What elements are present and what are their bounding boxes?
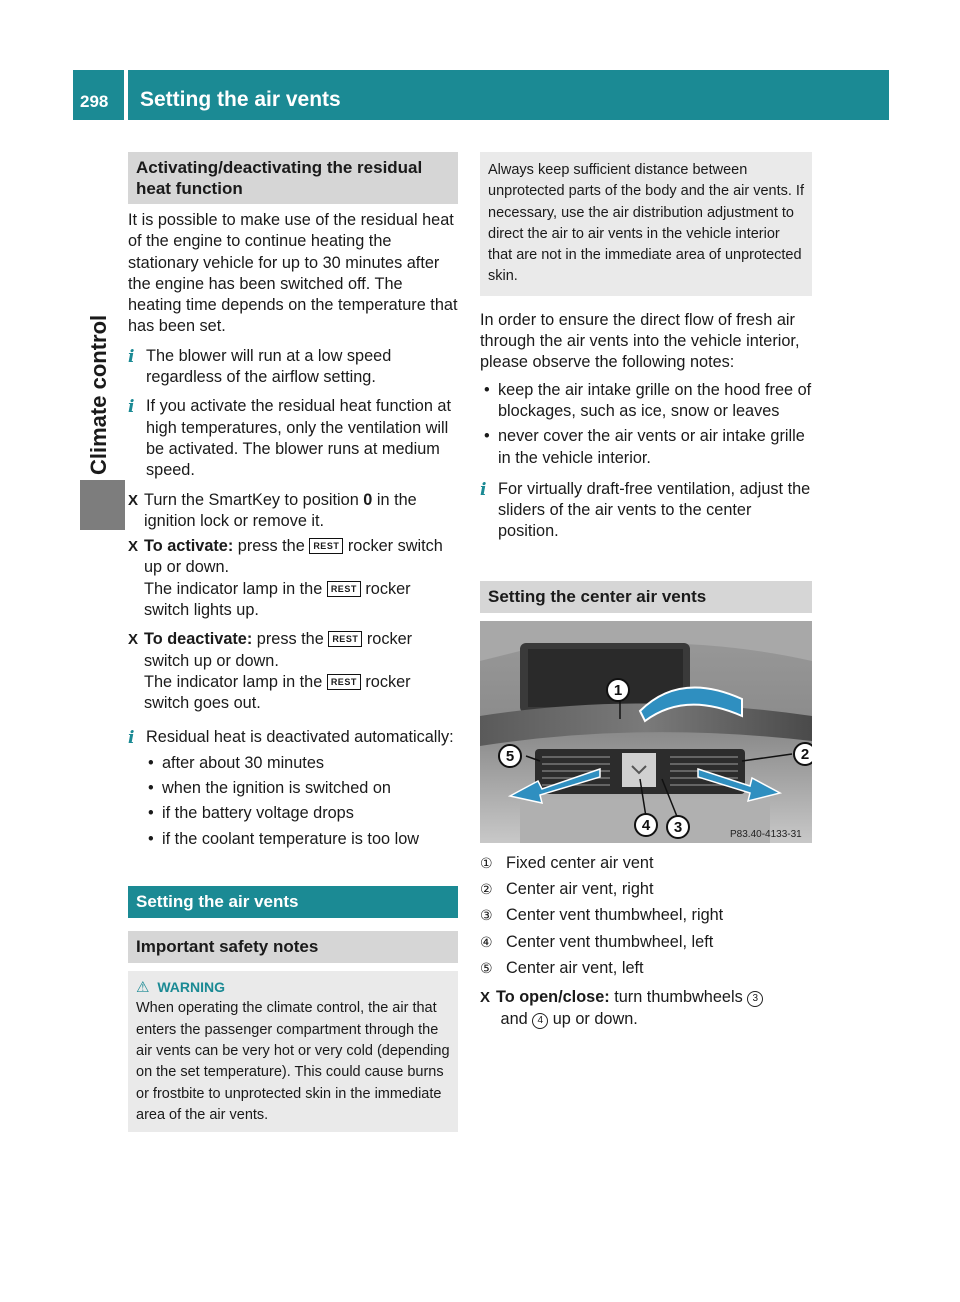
step-text: rocker switch up or down. xyxy=(144,537,443,577)
page-number: 298 xyxy=(80,92,109,111)
step-label: To activate: xyxy=(144,537,234,556)
legend-text: Center vent thumbwheel, left xyxy=(506,932,714,951)
step-text: up or down. xyxy=(548,1009,638,1028)
legend-number: ④ xyxy=(480,933,493,950)
right-column xyxy=(480,152,812,1030)
info-note xyxy=(128,727,458,748)
info-text: Residual heat is deactivated automatically: xyxy=(146,727,454,746)
step-item xyxy=(480,987,812,1030)
warning-header xyxy=(136,977,450,998)
warning-box xyxy=(128,971,458,1132)
callout-1: 1 xyxy=(613,681,623,699)
list-item-text: when the ignition is switched on xyxy=(162,779,391,798)
safety-note-box xyxy=(480,152,812,296)
info-note xyxy=(128,396,458,481)
step-text: in the ignition lock or remove it. xyxy=(144,490,417,530)
legend-item xyxy=(480,879,812,900)
list-item-text: after about 30 minutes xyxy=(162,753,325,772)
list-item: • never cover the air vents or air intake grille in the vehicle interior. xyxy=(484,427,805,467)
list-item: • if the coolant temperature is too low xyxy=(148,829,420,848)
list-item-text: if the coolant temperature is too low xyxy=(162,829,420,848)
side-label-text: Climate control xyxy=(86,314,111,475)
rest-button-icon: REST xyxy=(328,631,362,647)
info-text: The blower will run at a low speed regardless of the airflow setting. xyxy=(146,346,392,387)
list-item-text: never cover the air vents or air intake grille in the vehicle interior. xyxy=(498,427,805,467)
list-item: • if the battery voltage drops xyxy=(148,804,354,823)
legend-item xyxy=(480,958,812,979)
legend-item xyxy=(480,853,812,874)
step-text: rocker switch goes out. xyxy=(144,672,411,713)
callout-4: 4 xyxy=(641,816,651,834)
step-item xyxy=(128,629,458,714)
left-column xyxy=(128,152,458,1132)
legend-text: Center vent thumbwheel, right xyxy=(506,906,724,925)
step-text: rocker switch lights up. xyxy=(144,579,411,620)
step-text: The indicator lamp in the xyxy=(144,579,327,598)
ref-number-4: 4 xyxy=(532,1013,548,1029)
callout-3: 3 xyxy=(673,818,683,836)
intro-paragraph: It is possible to make use of the residual heat of the engine to continue heating the stationary vehicle for up to 30 minutes after the engine has been switched off. The heating time depends on the temperature that has been set. xyxy=(128,211,458,336)
info-icon: i xyxy=(128,727,135,748)
legend-text: Center air vent, right xyxy=(506,880,654,899)
warning-text: When operating the climate control, the air that enters the passenger compartment through the air vents can be very hot or very cold (depending on the set temperature). This could cause burns or frostbite to unprotected skin in the immediate area of the air vents. xyxy=(136,1000,450,1123)
legend-item xyxy=(480,905,812,926)
step-label: To deactivate: xyxy=(144,630,253,649)
info-icon: i xyxy=(128,397,135,418)
step-text: rocker switch up or down. xyxy=(144,630,413,670)
step-text: Turn the SmartKey to position xyxy=(144,490,364,509)
legend-text: Center air vent, left xyxy=(506,958,644,977)
step-arrow-icon: X xyxy=(128,538,139,556)
info-note xyxy=(128,346,458,389)
rest-button-icon: REST xyxy=(327,674,361,690)
side-bar-grey xyxy=(80,480,125,530)
step-text: and xyxy=(496,1009,533,1028)
info-text: If you activate the residual heat function at high temperatures, only the ventilation will be activated. The blower runs at medium speed. xyxy=(146,397,452,480)
image-code: P83.40-4133-31 xyxy=(730,828,802,840)
section-heading-residual-heat: Activating/deactivating the residual heat function xyxy=(128,152,458,204)
callout-2: 2 xyxy=(800,745,810,763)
warning-triangle-icon: ⚠ xyxy=(136,979,150,997)
step-arrow-icon: X xyxy=(480,989,491,1007)
section-heading-safety: Important safety notes xyxy=(128,931,458,963)
dashboard-photo xyxy=(480,621,812,843)
list-item: • keep the air intake grille on the hood free of blockages, such as ice, snow or leaves xyxy=(484,380,812,420)
legend-item xyxy=(480,932,812,953)
step-text: turn thumbwheels xyxy=(609,988,748,1007)
legend-number: ① xyxy=(480,854,493,871)
legend-number: ③ xyxy=(480,907,493,924)
legend-number: ⑤ xyxy=(480,959,493,976)
rest-button-icon: REST xyxy=(309,538,343,554)
section-heading-air-vents: Setting the air vents xyxy=(128,886,458,918)
ref-number-3: 3 xyxy=(747,991,763,1007)
step-label: To open/close: xyxy=(496,988,610,1007)
position-zero: 0 xyxy=(363,490,373,509)
page-title: Setting the air vents xyxy=(140,88,341,111)
legend-text: Fixed center air vent xyxy=(506,853,654,872)
step-item xyxy=(128,536,458,621)
step-arrow-icon: X xyxy=(128,491,139,509)
info-icon: i xyxy=(128,346,135,367)
list-item-text: keep the air intake grille on the hood free of blockages, such as ice, snow or leaves xyxy=(498,380,812,420)
info-note xyxy=(480,479,812,543)
paragraph: In order to ensure the direct flow of fresh air through the air vents into the vehicle interior, please observe the following notes: xyxy=(480,310,800,372)
list-item: • after about 30 minutes xyxy=(148,753,325,772)
step-text: press the xyxy=(252,630,329,649)
list-item-text: if the battery voltage drops xyxy=(162,804,354,823)
info-text: For virtually draft-free ventilation, adjust the sliders of the air vents to the center position. xyxy=(498,479,811,541)
section-heading-center-vents: Setting the center air vents xyxy=(480,581,812,613)
step-text: press the xyxy=(233,537,310,556)
callout-5: 5 xyxy=(505,747,515,765)
safety-note-text: Always keep sufficient distance between unprotected parts of the body and the air vents. If necessary, use the air distribution adjustment to direct the air to air vents in the vehicle interior that are not in the immediate area of unprotected skin. xyxy=(488,162,804,285)
legend-number: ② xyxy=(480,881,493,898)
step-arrow-icon: X xyxy=(128,631,139,649)
list-item: • when the ignition is switched on xyxy=(148,779,391,798)
warning-title: WARNING xyxy=(157,979,226,996)
dashboard-illustration xyxy=(480,621,812,843)
info-icon: i xyxy=(480,479,487,500)
step-item xyxy=(128,490,458,533)
rest-button-icon: REST xyxy=(327,581,361,597)
step-text: The indicator lamp in the xyxy=(144,672,327,691)
